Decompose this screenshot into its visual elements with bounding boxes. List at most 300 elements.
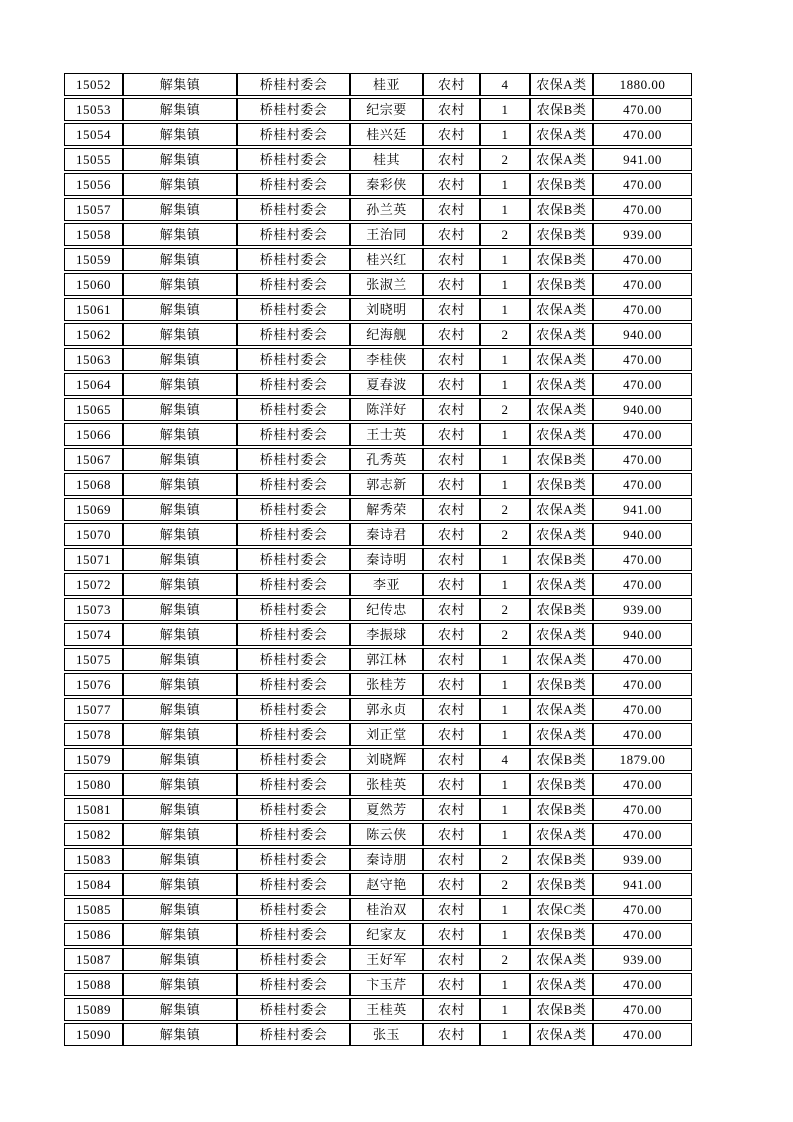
table-row <box>64 848 692 871</box>
cell-town: 解集镇 <box>123 698 237 721</box>
cell-record-id: 15086 <box>64 923 123 946</box>
pension-roster-table <box>64 71 692 1048</box>
cell-person-name: 夏然芳 <box>350 798 423 821</box>
cell-amount: 470.00 <box>593 723 692 746</box>
table-row <box>64 323 692 346</box>
cell-person-count: 1 <box>480 773 530 796</box>
cell-residence-type: 农村 <box>423 573 480 596</box>
cell-person-name: 郭永贞 <box>350 698 423 721</box>
cell-amount: 940.00 <box>593 398 692 421</box>
cell-person-name: 秦彩侠 <box>350 173 423 196</box>
cell-person-count: 1 <box>480 698 530 721</box>
cell-village: 桥桂村委会 <box>237 73 350 96</box>
cell-insurance-type: 农保A类 <box>530 648 593 671</box>
cell-person-count: 1 <box>480 348 530 371</box>
cell-amount: 1879.00 <box>593 748 692 771</box>
cell-village: 桥桂村委会 <box>237 198 350 221</box>
cell-village: 桥桂村委会 <box>237 1023 350 1046</box>
cell-person-name: 秦诗明 <box>350 548 423 571</box>
cell-record-id: 15069 <box>64 498 123 521</box>
cell-village: 桥桂村委会 <box>237 498 350 521</box>
cell-village: 桥桂村委会 <box>237 98 350 121</box>
cell-amount: 470.00 <box>593 248 692 271</box>
cell-town: 解集镇 <box>123 723 237 746</box>
cell-village: 桥桂村委会 <box>237 598 350 621</box>
cell-person-count: 2 <box>480 223 530 246</box>
cell-person-count: 1 <box>480 173 530 196</box>
table-row <box>64 773 692 796</box>
cell-town: 解集镇 <box>123 223 237 246</box>
cell-person-count: 1 <box>480 298 530 321</box>
cell-person-count: 2 <box>480 623 530 646</box>
cell-amount: 470.00 <box>593 823 692 846</box>
cell-person-name: 孙兰英 <box>350 198 423 221</box>
cell-amount: 470.00 <box>593 698 692 721</box>
cell-record-id: 15061 <box>64 298 123 321</box>
table-row <box>64 298 692 321</box>
table-row <box>64 273 692 296</box>
cell-person-name: 桂其 <box>350 148 423 171</box>
cell-amount: 470.00 <box>593 348 692 371</box>
cell-town: 解集镇 <box>123 848 237 871</box>
cell-record-id: 15065 <box>64 398 123 421</box>
cell-residence-type: 农村 <box>423 948 480 971</box>
cell-amount: 940.00 <box>593 523 692 546</box>
cell-village: 桥桂村委会 <box>237 448 350 471</box>
cell-residence-type: 农村 <box>423 548 480 571</box>
cell-village: 桥桂村委会 <box>237 123 350 146</box>
table-row <box>64 948 692 971</box>
cell-person-name: 张玉 <box>350 1023 423 1046</box>
cell-village: 桥桂村委会 <box>237 398 350 421</box>
cell-record-id: 15077 <box>64 698 123 721</box>
cell-residence-type: 农村 <box>423 198 480 221</box>
cell-record-id: 15073 <box>64 598 123 621</box>
cell-residence-type: 农村 <box>423 873 480 896</box>
cell-person-name: 孔秀英 <box>350 448 423 471</box>
cell-person-name: 陈洋好 <box>350 398 423 421</box>
cell-residence-type: 农村 <box>423 1023 480 1046</box>
cell-person-count: 2 <box>480 398 530 421</box>
cell-amount: 470.00 <box>593 298 692 321</box>
cell-insurance-type: 农保A类 <box>530 348 593 371</box>
cell-insurance-type: 农保B类 <box>530 748 593 771</box>
cell-person-count: 1 <box>480 198 530 221</box>
cell-record-id: 15090 <box>64 1023 123 1046</box>
cell-person-name: 秦诗朋 <box>350 848 423 871</box>
table-body <box>64 73 692 1046</box>
cell-insurance-type: 农保B类 <box>530 98 593 121</box>
cell-record-id: 15053 <box>64 98 123 121</box>
cell-village: 桥桂村委会 <box>237 273 350 296</box>
cell-insurance-type: 农保A类 <box>530 73 593 96</box>
cell-residence-type: 农村 <box>423 823 480 846</box>
cell-record-id: 15058 <box>64 223 123 246</box>
cell-residence-type: 农村 <box>423 798 480 821</box>
cell-residence-type: 农村 <box>423 623 480 646</box>
cell-village: 桥桂村委会 <box>237 323 350 346</box>
cell-record-id: 15057 <box>64 198 123 221</box>
cell-insurance-type: 农保B类 <box>530 923 593 946</box>
cell-insurance-type: 农保B类 <box>530 848 593 871</box>
cell-village: 桥桂村委会 <box>237 698 350 721</box>
cell-insurance-type: 农保A类 <box>530 398 593 421</box>
cell-residence-type: 农村 <box>423 73 480 96</box>
table-row <box>64 823 692 846</box>
cell-record-id: 15055 <box>64 148 123 171</box>
table-row <box>64 898 692 921</box>
cell-village: 桥桂村委会 <box>237 348 350 371</box>
cell-residence-type: 农村 <box>423 773 480 796</box>
cell-town: 解集镇 <box>123 673 237 696</box>
cell-person-count: 2 <box>480 848 530 871</box>
cell-person-name: 张淑兰 <box>350 273 423 296</box>
cell-person-name: 王士英 <box>350 423 423 446</box>
cell-village: 桥桂村委会 <box>237 998 350 1021</box>
cell-person-count: 2 <box>480 148 530 171</box>
cell-residence-type: 农村 <box>423 98 480 121</box>
cell-insurance-type: 农保A类 <box>530 323 593 346</box>
cell-residence-type: 农村 <box>423 323 480 346</box>
cell-residence-type: 农村 <box>423 973 480 996</box>
cell-town: 解集镇 <box>123 348 237 371</box>
cell-record-id: 15083 <box>64 848 123 871</box>
table-row <box>64 73 692 96</box>
cell-insurance-type: 农保B类 <box>530 198 593 221</box>
table-row <box>64 423 692 446</box>
cell-person-name: 李振球 <box>350 623 423 646</box>
cell-person-name: 秦诗君 <box>350 523 423 546</box>
cell-village: 桥桂村委会 <box>237 898 350 921</box>
table-row <box>64 723 692 746</box>
cell-town: 解集镇 <box>123 423 237 446</box>
cell-amount: 470.00 <box>593 548 692 571</box>
cell-person-name: 桂兴红 <box>350 248 423 271</box>
table-row <box>64 398 692 421</box>
cell-person-name: 刘正堂 <box>350 723 423 746</box>
cell-amount: 470.00 <box>593 198 692 221</box>
cell-residence-type: 农村 <box>423 898 480 921</box>
cell-village: 桥桂村委会 <box>237 573 350 596</box>
cell-town: 解集镇 <box>123 273 237 296</box>
table-row <box>64 448 692 471</box>
cell-residence-type: 农村 <box>423 148 480 171</box>
cell-record-id: 15068 <box>64 473 123 496</box>
cell-insurance-type: 农保B类 <box>530 998 593 1021</box>
cell-residence-type: 农村 <box>423 248 480 271</box>
cell-town: 解集镇 <box>123 798 237 821</box>
cell-person-count: 1 <box>480 673 530 696</box>
cell-person-name: 纪海舰 <box>350 323 423 346</box>
table-row <box>64 573 692 596</box>
cell-record-id: 15074 <box>64 623 123 646</box>
cell-insurance-type: 农保B类 <box>530 273 593 296</box>
cell-residence-type: 农村 <box>423 223 480 246</box>
cell-person-count: 1 <box>480 923 530 946</box>
cell-person-name: 李桂侠 <box>350 348 423 371</box>
cell-amount: 941.00 <box>593 498 692 521</box>
cell-village: 桥桂村委会 <box>237 673 350 696</box>
cell-village: 桥桂村委会 <box>237 923 350 946</box>
cell-town: 解集镇 <box>123 123 237 146</box>
cell-person-count: 1 <box>480 1023 530 1046</box>
cell-record-id: 15075 <box>64 648 123 671</box>
cell-amount: 470.00 <box>593 473 692 496</box>
cell-record-id: 15089 <box>64 998 123 1021</box>
cell-person-count: 4 <box>480 73 530 96</box>
cell-amount: 470.00 <box>593 173 692 196</box>
cell-insurance-type: 农保A类 <box>530 623 593 646</box>
cell-person-count: 1 <box>480 898 530 921</box>
cell-residence-type: 农村 <box>423 923 480 946</box>
cell-person-count: 1 <box>480 723 530 746</box>
cell-insurance-type: 农保A类 <box>530 148 593 171</box>
cell-town: 解集镇 <box>123 748 237 771</box>
cell-amount: 941.00 <box>593 148 692 171</box>
cell-person-count: 1 <box>480 998 530 1021</box>
cell-person-name: 纪传忠 <box>350 598 423 621</box>
cell-record-id: 15056 <box>64 173 123 196</box>
cell-person-name: 桂兴廷 <box>350 123 423 146</box>
cell-person-count: 1 <box>480 648 530 671</box>
cell-amount: 940.00 <box>593 323 692 346</box>
table-row <box>64 98 692 121</box>
cell-town: 解集镇 <box>123 823 237 846</box>
cell-person-count: 1 <box>480 123 530 146</box>
cell-residence-type: 农村 <box>423 273 480 296</box>
cell-village: 桥桂村委会 <box>237 423 350 446</box>
cell-record-id: 15064 <box>64 373 123 396</box>
cell-insurance-type: 农保B类 <box>530 673 593 696</box>
cell-person-name: 刘晓辉 <box>350 748 423 771</box>
table-row <box>64 623 692 646</box>
cell-town: 解集镇 <box>123 398 237 421</box>
cell-record-id: 15082 <box>64 823 123 846</box>
cell-insurance-type: 农保A类 <box>530 698 593 721</box>
cell-record-id: 15059 <box>64 248 123 271</box>
cell-person-name: 郭江林 <box>350 648 423 671</box>
cell-residence-type: 农村 <box>423 473 480 496</box>
cell-village: 桥桂村委会 <box>237 973 350 996</box>
cell-amount: 470.00 <box>593 98 692 121</box>
cell-residence-type: 农村 <box>423 298 480 321</box>
cell-record-id: 15076 <box>64 673 123 696</box>
cell-insurance-type: 农保A类 <box>530 723 593 746</box>
cell-insurance-type: 农保A类 <box>530 948 593 971</box>
cell-village: 桥桂村委会 <box>237 773 350 796</box>
cell-record-id: 15072 <box>64 573 123 596</box>
cell-person-count: 1 <box>480 973 530 996</box>
cell-person-name: 桂亚 <box>350 73 423 96</box>
cell-village: 桥桂村委会 <box>237 148 350 171</box>
cell-person-name: 李亚 <box>350 573 423 596</box>
table-row <box>64 998 692 1021</box>
cell-person-count: 1 <box>480 473 530 496</box>
table-row <box>64 598 692 621</box>
cell-residence-type: 农村 <box>423 123 480 146</box>
cell-town: 解集镇 <box>123 498 237 521</box>
cell-village: 桥桂村委会 <box>237 873 350 896</box>
cell-insurance-type: 农保B类 <box>530 548 593 571</box>
cell-record-id: 15071 <box>64 548 123 571</box>
cell-residence-type: 农村 <box>423 173 480 196</box>
cell-amount: 939.00 <box>593 848 692 871</box>
table-row <box>64 373 692 396</box>
cell-person-name: 赵守艳 <box>350 873 423 896</box>
cell-insurance-type: 农保A类 <box>530 423 593 446</box>
cell-residence-type: 农村 <box>423 448 480 471</box>
cell-record-id: 15067 <box>64 448 123 471</box>
cell-town: 解集镇 <box>123 473 237 496</box>
cell-village: 桥桂村委会 <box>237 648 350 671</box>
cell-village: 桥桂村委会 <box>237 798 350 821</box>
cell-insurance-type: 农保A类 <box>530 823 593 846</box>
cell-insurance-type: 农保A类 <box>530 373 593 396</box>
cell-amount: 470.00 <box>593 798 692 821</box>
cell-person-count: 1 <box>480 248 530 271</box>
cell-amount: 939.00 <box>593 598 692 621</box>
cell-record-id: 15062 <box>64 323 123 346</box>
table-row <box>64 1023 692 1046</box>
cell-person-count: 1 <box>480 573 530 596</box>
cell-town: 解集镇 <box>123 998 237 1021</box>
cell-record-id: 15063 <box>64 348 123 371</box>
cell-residence-type: 农村 <box>423 848 480 871</box>
cell-insurance-type: 农保A类 <box>530 298 593 321</box>
cell-person-count: 2 <box>480 948 530 971</box>
cell-village: 桥桂村委会 <box>237 848 350 871</box>
cell-person-name: 王治同 <box>350 223 423 246</box>
cell-amount: 470.00 <box>593 673 692 696</box>
table-row <box>64 223 692 246</box>
cell-amount: 470.00 <box>593 273 692 296</box>
cell-amount: 470.00 <box>593 423 692 446</box>
cell-record-id: 15081 <box>64 798 123 821</box>
cell-town: 解集镇 <box>123 448 237 471</box>
cell-person-count: 2 <box>480 498 530 521</box>
cell-record-id: 15078 <box>64 723 123 746</box>
cell-person-name: 纪家友 <box>350 923 423 946</box>
cell-insurance-type: 农保B类 <box>530 173 593 196</box>
cell-amount: 939.00 <box>593 223 692 246</box>
cell-residence-type: 农村 <box>423 598 480 621</box>
cell-town: 解集镇 <box>123 973 237 996</box>
cell-town: 解集镇 <box>123 198 237 221</box>
cell-record-id: 15079 <box>64 748 123 771</box>
cell-town: 解集镇 <box>123 898 237 921</box>
cell-town: 解集镇 <box>123 1023 237 1046</box>
cell-residence-type: 农村 <box>423 723 480 746</box>
cell-village: 桥桂村委会 <box>237 723 350 746</box>
cell-residence-type: 农村 <box>423 398 480 421</box>
cell-amount: 470.00 <box>593 973 692 996</box>
cell-residence-type: 农村 <box>423 698 480 721</box>
cell-residence-type: 农村 <box>423 348 480 371</box>
cell-person-count: 1 <box>480 373 530 396</box>
table-row <box>64 748 692 771</box>
cell-person-count: 1 <box>480 823 530 846</box>
cell-town: 解集镇 <box>123 548 237 571</box>
cell-person-name: 张桂芳 <box>350 673 423 696</box>
cell-person-count: 2 <box>480 598 530 621</box>
cell-record-id: 15084 <box>64 873 123 896</box>
cell-town: 解集镇 <box>123 873 237 896</box>
table-row <box>64 198 692 221</box>
cell-person-count: 2 <box>480 873 530 896</box>
cell-amount: 470.00 <box>593 448 692 471</box>
cell-record-id: 15088 <box>64 973 123 996</box>
cell-person-count: 4 <box>480 748 530 771</box>
cell-person-name: 夏春波 <box>350 373 423 396</box>
table-row <box>64 698 692 721</box>
table-row <box>64 648 692 671</box>
cell-village: 桥桂村委会 <box>237 548 350 571</box>
cell-town: 解集镇 <box>123 948 237 971</box>
cell-insurance-type: 农保A类 <box>530 1023 593 1046</box>
cell-person-count: 1 <box>480 98 530 121</box>
cell-town: 解集镇 <box>123 298 237 321</box>
cell-person-count: 2 <box>480 523 530 546</box>
cell-insurance-type: 农保B类 <box>530 248 593 271</box>
cell-town: 解集镇 <box>123 773 237 796</box>
cell-amount: 470.00 <box>593 923 692 946</box>
cell-person-name: 王桂英 <box>350 998 423 1021</box>
cell-amount: 470.00 <box>593 1023 692 1046</box>
table-row <box>64 798 692 821</box>
cell-village: 桥桂村委会 <box>237 298 350 321</box>
cell-residence-type: 农村 <box>423 523 480 546</box>
cell-residence-type: 农村 <box>423 998 480 1021</box>
cell-town: 解集镇 <box>123 623 237 646</box>
cell-village: 桥桂村委会 <box>237 948 350 971</box>
cell-amount: 470.00 <box>593 773 692 796</box>
table-row <box>64 548 692 571</box>
cell-amount: 940.00 <box>593 623 692 646</box>
table-row <box>64 973 692 996</box>
cell-insurance-type: 农保A类 <box>530 523 593 546</box>
table-row <box>64 498 692 521</box>
table-row <box>64 123 692 146</box>
cell-insurance-type: 农保B类 <box>530 223 593 246</box>
cell-town: 解集镇 <box>123 173 237 196</box>
cell-person-name: 桂治双 <box>350 898 423 921</box>
cell-insurance-type: 农保B类 <box>530 873 593 896</box>
cell-village: 桥桂村委会 <box>237 748 350 771</box>
cell-amount: 470.00 <box>593 998 692 1021</box>
cell-town: 解集镇 <box>123 573 237 596</box>
cell-town: 解集镇 <box>123 148 237 171</box>
table-row <box>64 473 692 496</box>
cell-record-id: 15070 <box>64 523 123 546</box>
cell-town: 解集镇 <box>123 648 237 671</box>
cell-town: 解集镇 <box>123 373 237 396</box>
cell-person-count: 1 <box>480 273 530 296</box>
cell-person-name: 卞玉芹 <box>350 973 423 996</box>
cell-insurance-type: 农保C类 <box>530 898 593 921</box>
cell-record-id: 15052 <box>64 73 123 96</box>
cell-village: 桥桂村委会 <box>237 173 350 196</box>
cell-person-name: 王好军 <box>350 948 423 971</box>
cell-insurance-type: 农保A类 <box>530 123 593 146</box>
cell-town: 解集镇 <box>123 323 237 346</box>
cell-insurance-type: 农保A类 <box>530 973 593 996</box>
cell-person-name: 张桂英 <box>350 773 423 796</box>
cell-person-count: 2 <box>480 323 530 346</box>
cell-village: 桥桂村委会 <box>237 523 350 546</box>
cell-amount: 470.00 <box>593 573 692 596</box>
cell-person-name: 郭志新 <box>350 473 423 496</box>
cell-person-count: 1 <box>480 423 530 446</box>
